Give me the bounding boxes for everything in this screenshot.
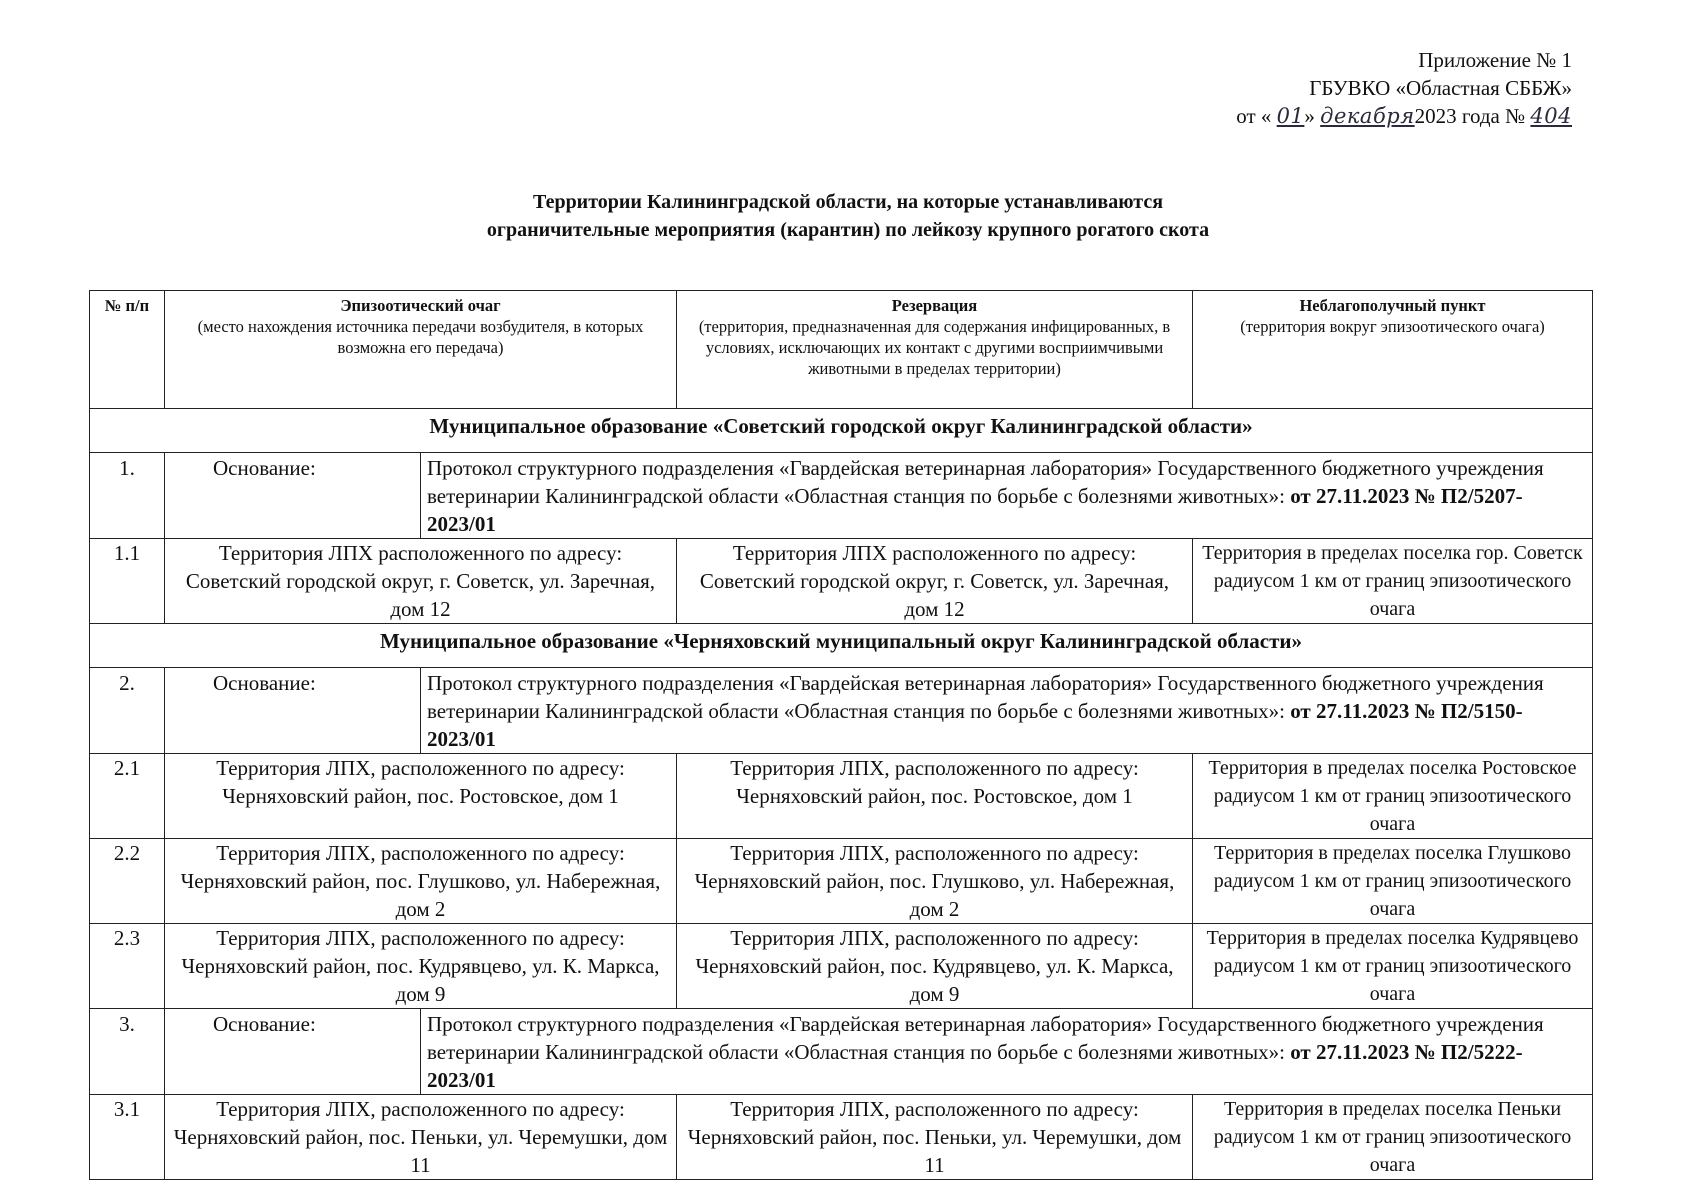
focus-cell: Территория ЛПХ, расположенного по адресу: Черняховский район, пос. Ростовское, дом 1 (165, 754, 677, 839)
basis-text: Протокол структурного подразделения «Гвардейская ветеринарная лаборатория» Государственного бюджетного учреждения ветеринарии Калининградской области «Областная станция по борьбе с болезнями животных»: от 27.11.2023 № П2/5222-2023/01 (421, 1009, 1593, 1095)
header-point-title: Неблагополучный пункт (1299, 296, 1486, 315)
point-cell: Территория в пределах поселка Ростовское радиусом 1 км от границ эпизоотического очага (1193, 754, 1593, 839)
basis-label: Основание: (165, 668, 421, 754)
table-row (90, 1095, 1593, 1180)
title-line1: Территории Калининградской области, на которые устанавливаются (532, 191, 1164, 213)
row-number: 1.1 (90, 539, 165, 624)
reserve-cell: Территория ЛПХ, расположенного по адресу: Черняховский район, пос. Ростовское, дом 1 (677, 754, 1193, 839)
row-number: 1. (90, 453, 165, 539)
handwritten-day: 01 (1276, 104, 1305, 128)
handwritten-month: декабря (1320, 104, 1415, 128)
table-row (90, 754, 1593, 839)
header-reserve-title: Резервация (891, 296, 978, 315)
header-point-desc: (территория вокруг эпизоотического очага) (1240, 317, 1545, 336)
handwritten-number: 404 (1530, 104, 1572, 128)
reserve-cell: Территория ЛПХ расположенного по адресу: Советский городской округ, г. Советск, ул. Заречная, дом 12 (677, 539, 1193, 624)
header-focus-title: Эпизоотический очаг (340, 296, 501, 315)
basis-label: Основание: (165, 1009, 421, 1095)
protocol-ref: от 27.11.2023 № П2/5150-2023/01 (427, 699, 1523, 751)
row-number: 3. (90, 1009, 165, 1095)
title-line2: ограничительные мероприятия (карантин) по лейкозу крупного рогатого скота (486, 219, 1210, 241)
document-title (0, 188, 1696, 244)
header-num: № п/п (90, 291, 165, 409)
point-cell: Территория в пределах поселка гор. Советск радиусом 1 км от границ эпизоотического очага (1193, 539, 1593, 624)
basis-text: Протокол структурного подразделения «Гвардейская ветеринарная лаборатория» Государственного бюджетного учреждения ветеринарии Калининградской области «Областная станция по борьбе с болезнями животных»: от 27.11.2023 № П2/5150-2023/01 (421, 668, 1593, 754)
focus-cell: Территория ЛПХ, расположенного по адресу: Черняховский район, пос. Глушково, ул. Набережная, дом 2 (165, 839, 677, 924)
header-focus (165, 291, 677, 409)
table-row (90, 539, 1593, 624)
date-year: 2023 года № (1414, 104, 1531, 128)
header-focus-desc: (место нахождения источника передачи возбудителя, в которых возможна его передача) (197, 317, 644, 357)
row-number: 2.2 (90, 839, 165, 924)
section-title: Муниципальное образование «Черняховский муниципальный округ Калининградской области» (90, 624, 1593, 668)
section-row (90, 624, 1593, 668)
row-number: 2.1 (90, 754, 165, 839)
row-number: 2. (90, 668, 165, 754)
basis-row (90, 668, 1593, 754)
table-row (90, 839, 1593, 924)
protocol-ref: от 27.11.2023 № П2/5207-2023/01 (427, 484, 1523, 536)
basis-text: Протокол структурного подразделения «Гвардейская ветеринарная лаборатория» Государственного бюджетного учреждения ветеринарии Калининградской области «Областная станция по борьбе с болезнями животных»: от 27.11.2023 № П2/5207-2023/01 (421, 453, 1593, 539)
focus-cell: Территория ЛПХ, расположенного по адресу: Черняховский район, пос. Пеньки, ул. Черемушки, дом 11 (165, 1095, 677, 1180)
table-header-row (90, 291, 1593, 409)
section-title: Муниципальное образование «Советский городской округ Калининградской области» (90, 409, 1593, 453)
basis-row (90, 1009, 1593, 1095)
basis-label: Основание: (165, 453, 421, 539)
row-number: 3.1 (90, 1095, 165, 1180)
reserve-cell: Территория ЛПХ, расположенного по адресу: Черняховский район, пос. Пеньки, ул. Черемушки, дом 11 (677, 1095, 1193, 1180)
appendix-line2: ГБУВКО «Областная СББЖ» (1309, 76, 1572, 100)
appendix-date-line (1236, 102, 1572, 130)
reserve-cell: Территория ЛПХ, расположенного по адресу: Черняховский район, пос. Кудрявцево, ул. К. Маркса, дом 9 (677, 924, 1193, 1009)
date-mid: » (1304, 104, 1321, 128)
focus-cell: Территория ЛПХ, расположенного по адресу: Черняховский район, пос. Кудрявцево, ул. К. Маркса, дом 9 (165, 924, 677, 1009)
row-number: 2.3 (90, 924, 165, 1009)
point-cell: Территория в пределах поселка Пеньки радиусом 1 км от границ эпизоотического очага (1193, 1095, 1593, 1180)
appendix-line1: Приложение № 1 (1418, 48, 1572, 72)
focus-cell: Территория ЛПХ расположенного по адресу: Советский городской округ, г. Советск, ул. Заречная, дом 12 (165, 539, 677, 624)
date-prefix: от « (1236, 104, 1277, 128)
header-reserve (677, 291, 1193, 409)
protocol-ref: от 27.11.2023 № П2/5222-2023/01 (427, 1040, 1523, 1092)
reserve-cell: Территория ЛПХ, расположенного по адресу: Черняховский район, пос. Глушково, ул. Набережная, дом 2 (677, 839, 1193, 924)
table-row (90, 924, 1593, 1009)
quarantine-table (89, 290, 1593, 1180)
appendix-block (1236, 46, 1572, 130)
header-reserve-desc: (территория, предназначенная для содержания инфицированных, в условиях, исключающих их контакт с другими восприимчивыми животными в пределах территории) (698, 317, 1171, 378)
point-cell: Территория в пределах поселка Кудрявцево радиусом 1 км от границ эпизоотического очага (1193, 924, 1593, 1009)
point-cell: Территория в пределах поселка Глушково радиусом 1 км от границ эпизоотического очага (1193, 839, 1593, 924)
section-row (90, 409, 1593, 453)
header-point (1193, 291, 1593, 409)
basis-row (90, 453, 1593, 539)
